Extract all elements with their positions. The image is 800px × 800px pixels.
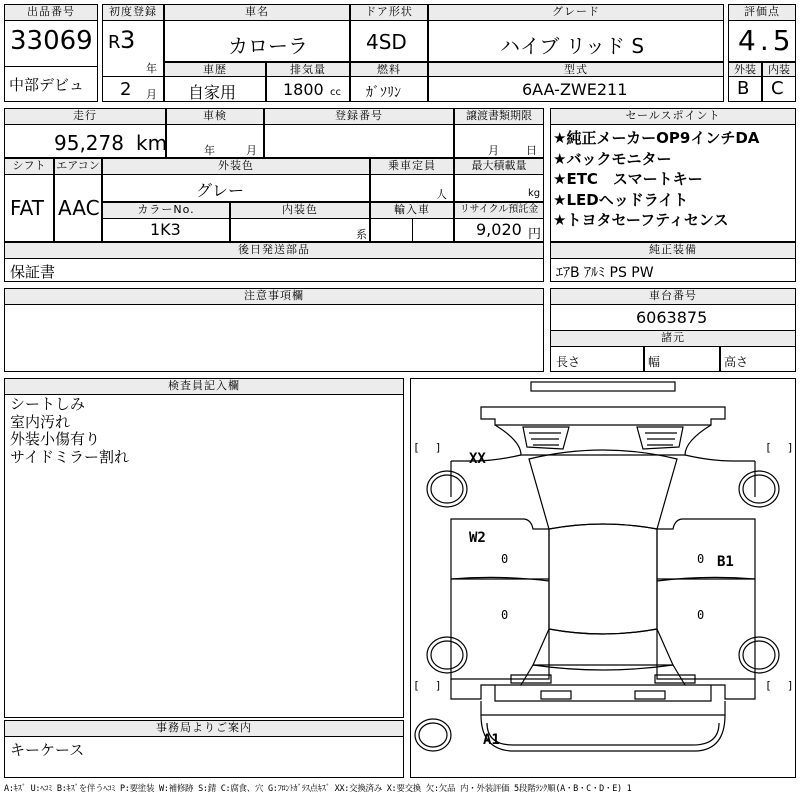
- color-label: 外装色: [102, 158, 370, 175]
- debut-label: 中部デビュ: [9, 76, 85, 94]
- damage-diagram: [410, 378, 796, 778]
- transfer-month-unit: 月: [488, 144, 499, 157]
- sales-point-item: ★LEDヘッドライト: [553, 190, 689, 209]
- model: 6AA-ZWE211: [522, 80, 628, 99]
- spec-width-label: 幅: [648, 355, 661, 369]
- recycle-label: リサイクル預託金: [454, 202, 544, 219]
- later-parts-cell: [4, 258, 544, 282]
- sales-points-label: セールスポイント: [550, 108, 796, 125]
- ac-label: エアコン: [54, 158, 102, 175]
- legend: A:ｷｽﾞ U:ﾍｺﾐ B:ｷｽﾞを伴うﾍｺﾐ P:要塗装 W:補修跡 S:錆 C:腐食、穴 G:ﾌﾛﾝﾄｶﾞﾗｽ点ｷｽﾞ XX:交換済み X:要交換 欠:欠品 内・外装評価 5段階ﾗﾝｸ順(A・B・C・D・E) 1: [4, 784, 632, 794]
- equipment-label: 純正装備: [550, 242, 796, 259]
- insp-month-unit: 月: [246, 144, 257, 157]
- mileage: 95,278: [54, 131, 124, 155]
- zero-right-front: 0: [697, 552, 705, 566]
- yen-unit: 円: [528, 227, 542, 242]
- ext-grade: B: [737, 78, 750, 99]
- mark-right-side: B1: [717, 554, 734, 570]
- mark-spare: A1: [483, 732, 500, 748]
- insp-year-unit: 年: [204, 144, 215, 157]
- inspection-label: 車検: [166, 108, 264, 125]
- svg-text:[: [: [765, 679, 772, 692]
- zero-left-rear: 0: [501, 608, 509, 622]
- chassis-label: 車台番号: [550, 288, 796, 305]
- month-unit: 月: [146, 88, 157, 101]
- notes-label: 注意事項欄: [4, 288, 544, 305]
- era: R: [108, 32, 121, 53]
- svg-text:[: [: [765, 441, 772, 454]
- zero-left-front: 0: [501, 552, 509, 566]
- model-label: 型式: [428, 62, 724, 77]
- mileage-label: 走行: [4, 108, 166, 125]
- fuel: ｶﾞｿﾘﾝ: [366, 85, 401, 101]
- displacement: 1800: [283, 80, 324, 99]
- history: 自家用: [188, 83, 237, 102]
- cc-unit: cc: [330, 87, 341, 98]
- spec-height-label: 高さ: [724, 355, 749, 369]
- inspector-note-line: 外装小傷有り: [10, 430, 101, 448]
- svg-text:[: [: [413, 679, 420, 692]
- int-grade: C: [771, 78, 784, 99]
- inspector-notes: [10, 396, 129, 466]
- km-unit: km: [136, 131, 168, 155]
- specs-label: 諸元: [550, 330, 796, 347]
- year-value: 3: [120, 26, 136, 54]
- fuel-label: 燃料: [350, 62, 428, 77]
- capacity-unit: 人: [436, 188, 447, 201]
- sales-point-item: ★トヨタセーフティセンス: [553, 211, 729, 229]
- car-diagram-svg: [411, 379, 795, 777]
- score-label: 評価点: [728, 4, 796, 21]
- color: グレー: [196, 181, 245, 200]
- score: 4.5: [738, 24, 795, 57]
- color-no-label: カラーNo.: [102, 202, 230, 219]
- svg-text:]: ]: [787, 441, 794, 454]
- zero-right-rear: 0: [697, 608, 705, 622]
- capacity-label: 乗車定員: [370, 158, 454, 175]
- import-label: 輸入車: [370, 202, 454, 219]
- grade: ハイブ リッド S: [500, 34, 645, 58]
- inspector-label: 検査員記入欄: [4, 378, 404, 395]
- door-type: 4SD: [366, 30, 407, 54]
- int-color-label: 内装色: [230, 202, 370, 219]
- svg-text:]: ]: [435, 679, 442, 692]
- ac: AAC: [58, 196, 100, 220]
- int-color-unit: 系: [356, 228, 367, 241]
- inspector-note-line: 室内汚れ: [10, 412, 71, 431]
- displacement-label: 排気量: [266, 62, 350, 77]
- history-label: 車歴: [164, 62, 266, 77]
- first-reg-label: 初度登録: [102, 4, 164, 21]
- later-parts-value: 保証書: [10, 263, 56, 281]
- inspector-note-line: サイドミラー割れ: [10, 447, 129, 466]
- car-name-label: 車名: [164, 4, 350, 21]
- later-parts-label: 後日発送部品: [4, 242, 544, 259]
- svg-text:]: ]: [787, 679, 794, 692]
- lot-number: 33069: [10, 26, 93, 56]
- equipment-value: ｴｱB ｱﾙﾐ PS PW: [556, 265, 654, 281]
- plate-label: 登録番号: [264, 108, 454, 125]
- chassis-number: 6063875: [636, 308, 708, 327]
- office-label: 事務局よりご案内: [4, 720, 404, 737]
- plate-cell: [264, 124, 454, 158]
- office-value: キーケース: [10, 741, 85, 759]
- mark-left-side: W2: [469, 530, 486, 546]
- color-no: 1K3: [150, 220, 181, 239]
- sales-points-list: [553, 128, 795, 231]
- int-grade-label: 内装: [762, 62, 796, 77]
- mark-front-left: XX: [469, 451, 486, 467]
- load-label: 最大積載量: [454, 158, 544, 175]
- load-unit: kg: [528, 188, 541, 199]
- sales-point-item: ★ETC スマートキー: [553, 170, 703, 188]
- sales-point-item: ★バックモニター: [553, 149, 672, 168]
- inspector-note-line: シートしみ: [10, 395, 86, 413]
- door-label: ドア形状: [350, 4, 428, 21]
- spec-length-label: 長さ: [556, 355, 581, 369]
- sales-point-item: ★純正メーカーOP9インチDA: [553, 129, 760, 147]
- car-name: カローラ: [228, 34, 308, 58]
- grade-label: グレード: [428, 4, 724, 21]
- shift: FAT: [10, 196, 45, 220]
- int-color-cell: [230, 218, 370, 242]
- transfer-day-unit: 日: [526, 144, 537, 157]
- svg-text:[: [: [413, 441, 420, 454]
- transfer-label: 譲渡書類期限: [454, 108, 544, 125]
- svg-text:]: ]: [435, 441, 442, 454]
- import-divider: [412, 218, 413, 242]
- recycle: 9,020: [476, 220, 522, 239]
- shift-label: シフト: [4, 158, 54, 175]
- year-unit: 年: [146, 62, 157, 75]
- ext-grade-label: 外装: [728, 62, 762, 77]
- lot-number-label: 出品番号: [4, 4, 98, 21]
- month-value: 2: [120, 79, 132, 100]
